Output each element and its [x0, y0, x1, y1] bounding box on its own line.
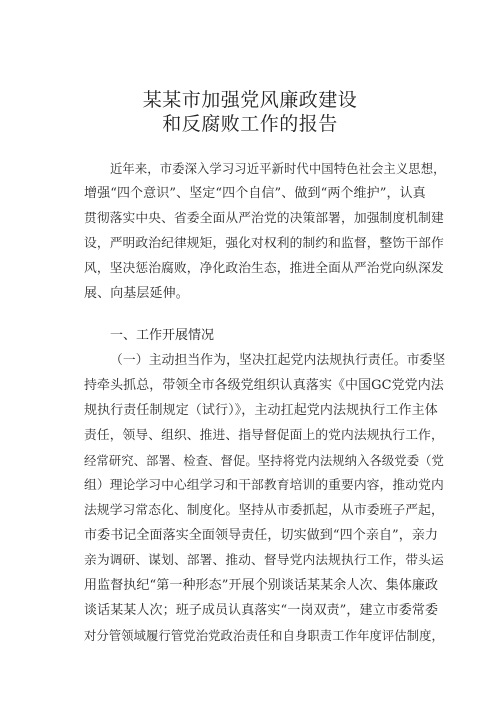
body-line: 市委书记全面落实全面领导责任，切实做到“四个亲自”，亲力 [84, 528, 439, 543]
intro-line: 贯彻落实中央、省委全面从严治党的决策部署，加强制度机制建 [84, 211, 444, 226]
intro-line: 近年来，市委深入学习习近平新时代中国特色社会主义思想， [110, 162, 446, 176]
body-line: 对分管领域履行管党治党政治责任和自身职责工作年度评估制度， [84, 629, 444, 643]
body-line: 亲为调研、谋划、部署、推动、督导党内法规执行工作，带头运 [84, 553, 444, 568]
intro-line: 增强“四个意识”、坚定“四个自信”、做到“两个维护”，认真 [84, 186, 426, 201]
body-line: 规执行责任制规定（试行）》，主动扛起党内法规执行工作主体 [84, 403, 438, 418]
intro-line: 展、向基层延伸。 [84, 286, 189, 301]
section-heading: 一、工作开展情况 [110, 328, 215, 343]
body-line: （一）主动担当作为，坚决扛起党内法规执行责任。市委坚 [110, 353, 446, 368]
intro-line: 设，严明政治纪律规矩，强化对权利的制约和监督，整饬干部作 [84, 236, 444, 251]
document-title-line-2: 和反腐败工作的报告 [162, 113, 338, 135]
body-line: 谈话某某人次；班子成员认真落实“一岗双责”，建立市委常委 [84, 603, 439, 618]
body-line: 经常研究、部署、检查、督促。坚持将党内法规纳入各级党委（党 [84, 454, 444, 468]
body-line: 责任，领导、组织、推进、指导督促面上的党内法规执行工作， [84, 428, 444, 443]
body-line: 法规学习常态化、制度化。坚持从市委抓起，从市委班子严起， [84, 503, 444, 518]
document-title-line-1: 某某市加强党风廉政建设 [142, 89, 358, 111]
intro-line: 风，坚决惩治腐败，净化政治生态，推进全面从严治党向纵深发 [84, 261, 444, 276]
body-line: 持牵头抓总，带领全市各级党组织认真落实《中国GC党党内法 [84, 378, 444, 393]
body-line: 用监督执纪“第一种形态”开展个别谈话某某余人次、集体廉政 [84, 578, 439, 593]
body-line: 组）理论学习中心组学习和干部教育培训的重要内容，推动党内 [84, 478, 444, 493]
